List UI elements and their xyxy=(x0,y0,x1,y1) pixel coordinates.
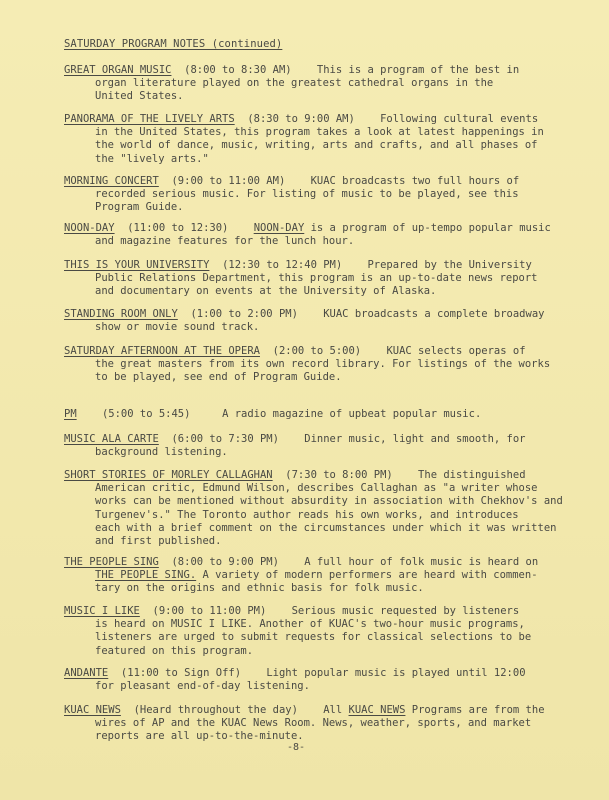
program-title-reference: NOON-DAY xyxy=(253,222,305,234)
page-number: -8- xyxy=(287,742,306,753)
program-time: (11:00 to 12:30) xyxy=(127,222,229,234)
program-description: KUAC selects operas of xyxy=(386,345,526,357)
program-title: PANORAMA OF THE LIVELY ARTS xyxy=(64,113,235,125)
program-entry-pm xyxy=(64,408,552,421)
program-time: (1:00 to 2:00 PM) xyxy=(190,308,298,320)
program-description: This is a program of the best in xyxy=(316,64,520,76)
description-line: tary on the origins and ethnic basis for folk music. xyxy=(95,582,424,595)
program-time: (8:00 to 8:30 AM) xyxy=(184,64,292,76)
description-line: the world of dance, music, writing, arts and crafts, and all phases of xyxy=(95,139,538,152)
program-title: THE PEOPLE SING xyxy=(64,556,159,568)
program-entry-great-organ-music xyxy=(64,64,552,104)
program-entry-morning-concert xyxy=(64,175,552,215)
program-title: MORNING CONCERT xyxy=(64,175,159,187)
program-entry-andante xyxy=(64,667,552,693)
program-entry-standing-room-only xyxy=(64,308,552,334)
description-line: wires of AP and the KUAC News Room. News, weather, sports, and market xyxy=(95,717,532,730)
program-title: GREAT ORGAN MUSIC xyxy=(64,64,172,76)
program-description: Dinner music, light and smooth, for xyxy=(304,433,526,445)
program-time: (8:00 to 9:00 PM) xyxy=(171,556,279,568)
description-line: listeners are urged to submit requests for classical selections to be xyxy=(95,631,532,644)
program-description: Following cultural events xyxy=(380,113,539,125)
program-title: NOON-DAY xyxy=(64,222,115,234)
program-description: The distinguished xyxy=(418,469,526,481)
program-time: (9:00 to 11:00 AM) xyxy=(171,175,286,187)
program-title: MUSIC ALA CARTE xyxy=(64,433,159,445)
program-title-reference: THE PEOPLE SING. xyxy=(95,569,197,582)
description-line: A variety of modern performers are heard with commen- xyxy=(202,569,538,582)
description-line: and magazine features for the lunch hour. xyxy=(95,235,355,248)
program-time: (9:00 to 11:00 PM) xyxy=(152,605,267,617)
program-time: (7:30 to 8:00 PM) xyxy=(285,469,393,481)
program-description: KUAC broadcasts two full hours of xyxy=(310,175,520,187)
description-line: each with a brief comment on the circumstances under which it was written xyxy=(95,521,557,534)
description-line: background listening. xyxy=(95,446,228,459)
program-time: (6:00 to 7:30 PM) xyxy=(171,433,279,445)
description-line: in the United States, this program takes a look at latest happenings in xyxy=(95,126,544,139)
program-entry-the-people-sing xyxy=(64,556,552,596)
program-title: PM xyxy=(64,408,77,420)
program-description: Programs are from the xyxy=(411,704,545,716)
description-line: American critic, Edmund Wilson, describes Callaghan as "a writer whose xyxy=(95,482,538,495)
program-description-prefix: All xyxy=(323,704,343,716)
program-entry-short-stories-of-morley-callaghan xyxy=(64,469,563,548)
description-line: is heard on MUSIC I LIKE. Another of KUAC's two-hour music programs, xyxy=(95,618,525,631)
description-line: Program Guide. xyxy=(95,201,184,214)
program-entry-music-i-like xyxy=(64,605,552,658)
description-line: featured on this program. xyxy=(95,644,254,657)
program-time: (2:00 to 5:00) xyxy=(272,345,362,357)
program-title: STANDING ROOM ONLY xyxy=(64,308,178,320)
program-time: (5:00 to 5:45) xyxy=(101,408,191,420)
program-title: ANDANTE xyxy=(64,667,109,679)
description-line: and first published. xyxy=(95,535,222,548)
program-title: SHORT STORIES OF MORLEY CALLAGHAN xyxy=(64,469,273,481)
program-description: A full hour of folk music is heard on xyxy=(304,556,539,568)
description-line: United States. xyxy=(95,90,184,103)
program-entry-panorama-of-the-lively-arts xyxy=(64,113,552,166)
program-title: THIS IS YOUR UNIVERSITY xyxy=(64,259,210,271)
program-time: (8:30 to 9:00 AM) xyxy=(247,113,355,125)
description-line: works can be mentioned without absurdity in association with Chekhov's and xyxy=(95,495,563,508)
program-title-reference: KUAC NEWS xyxy=(348,704,406,716)
program-entry-music-ala-carte xyxy=(64,433,552,459)
description-line: show or movie sound track. xyxy=(95,321,260,334)
program-entry-this-is-your-university xyxy=(64,259,552,299)
program-time: (11:00 to Sign Off) xyxy=(120,667,242,679)
program-title: MUSIC I LIKE xyxy=(64,605,140,617)
description-line: Public Relations Department, this program is an up-to-date news report xyxy=(95,272,538,285)
program-description: KUAC broadcasts a complete broadway xyxy=(323,308,545,320)
page-heading: SATURDAY PROGRAM NOTES (continued) xyxy=(64,38,283,50)
program-description: Light popular music is played until 12:00 xyxy=(266,667,526,679)
description-line: and documentary on events at the University of Alaska. xyxy=(95,285,437,298)
description-line: Turgenev's." The Toronto author reads his own works, and introduces xyxy=(95,508,519,521)
program-title: SATURDAY AFTERNOON AT THE OPERA xyxy=(64,345,260,357)
program-description: is a program of up-tempo popular music xyxy=(310,222,551,234)
program-entry-saturday-afternoon-at-the-opera xyxy=(64,345,552,385)
program-description: A radio magazine of upbeat popular music. xyxy=(222,408,482,420)
description-line: to be played, see end of Program Guide. xyxy=(95,371,342,384)
program-entry-kuac-news xyxy=(64,704,552,744)
program-description: Prepared by the University xyxy=(367,259,532,271)
description-line: the "lively arts." xyxy=(95,152,209,165)
program-time: (Heard throughout the day) xyxy=(133,704,298,716)
description-line: recorded serious music. For listing of music to be played, see this xyxy=(95,188,519,201)
program-entry-noon-day xyxy=(64,222,552,248)
description-line: for pleasant end-of-day listening. xyxy=(95,680,310,693)
description-line: the great masters from its own record library. For listings of the works xyxy=(95,358,551,371)
description-line: organ literature played on the greatest cathedral organs in the xyxy=(95,77,494,90)
program-title: KUAC NEWS xyxy=(64,704,121,716)
program-time: (12:30 to 12:40 PM) xyxy=(222,259,343,271)
description-line: reports are all up-to-the-minute. xyxy=(95,730,304,743)
program-description: Serious music requested by listeners xyxy=(291,605,520,617)
